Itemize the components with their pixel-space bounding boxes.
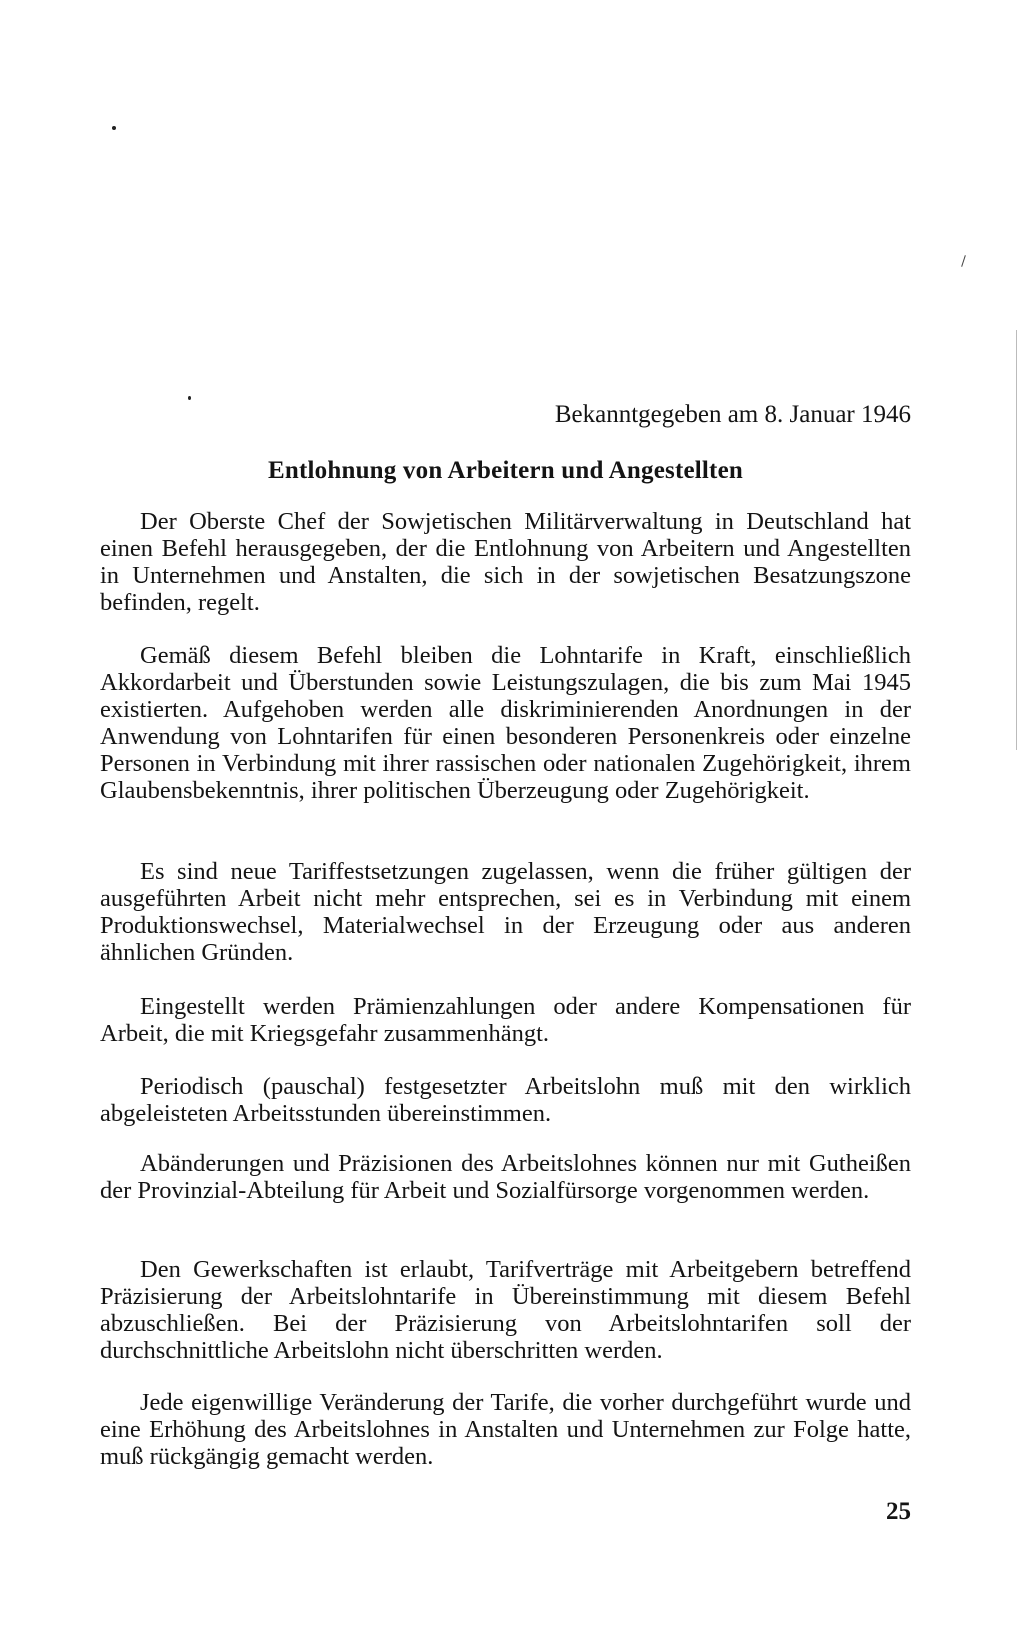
scan-edge-mark — [1016, 330, 1017, 750]
paragraph-7: Den Gewerkschaften ist erlaubt, Tarifverträge mit Arbeitgebern betreffend Präzisierung der Arbeitslohntarife in Übereinstimmung mit diesem Befehl abzuschließen. Bei der Präzisierung von Arbeitslohntarifen soll der durchschnittliche Arbeitslohn nicht überschritten werden. — [100, 1256, 911, 1364]
paragraph-8: Jede eigenwillige Veränderung der Tarife, die vorher durchgeführt wurde und eine Erhöhung des Arbeitslohnes in Anstalten und Unternehmen zur Folge hatte, muß rückgängig gemacht werden. — [100, 1389, 911, 1470]
page-title: Entlohnung von Arbeitern und Angestellten — [268, 457, 743, 484]
paragraph-2: Gemäß diesem Befehl bleiben die Lohntarife in Kraft, einschließlich Akkordarbeit und Überstunden sowie Leistungszulagen, die bis zum Mai 1945 existierten. Aufgehoben werden alle diskriminierenden Anordnungen in der Anwendung von Lohntarifen für einen besonderen Personenkreis oder einzelne Personen in Verbindung mit ihrer rassischen oder nationalen Zugehörigkeit, ihrem Glaubensbekenntnis, ihrer politischen Überzeugung oder Zugehörigkeit. — [100, 642, 911, 804]
paragraph-4: Eingestellt werden Prämienzahlungen oder andere Kompensationen für Arbeit, die mit Kriegsgefahr zusammenhängt. — [100, 993, 911, 1047]
page-number: 25 — [886, 1498, 911, 1525]
paragraph-6: Abänderungen und Präzisionen des Arbeitslohnes können nur mit Gutheißen der Provinzial-Abteilung für Arbeit und Sozialfürsorge vorgenommen werden. — [100, 1150, 911, 1204]
paragraph-1: Der Oberste Chef der Sowjetischen Militärverwaltung in Deutschland hat einen Befehl herausgegeben, der die Entlohnung von Arbeitern und Angestellten in Unternehmen und Anstalten, die sich in der sowjetischen Besatzungszone befinden, regelt. — [100, 508, 911, 616]
scan-edge-mark — [961, 255, 966, 267]
publication-date: Bekanntgegeben am 8. Januar 1946 — [554, 401, 911, 428]
paragraph-5: Periodisch (pauschal) festgesetzter Arbeitslohn muß mit den wirklich abgeleisteten Arbeitsstunden übereinstimmen. — [100, 1073, 911, 1127]
scan-speck — [112, 126, 116, 130]
paragraph-3: Es sind neue Tariffestsetzungen zugelassen, wenn die früher gültigen der ausgeführten Arbeit nicht mehr entsprechen, sei es in Verbindung mit einem Produktionswechsel, Materialwechsel in der Erzeugung oder aus anderen ähnlichen Gründen. — [100, 858, 911, 966]
